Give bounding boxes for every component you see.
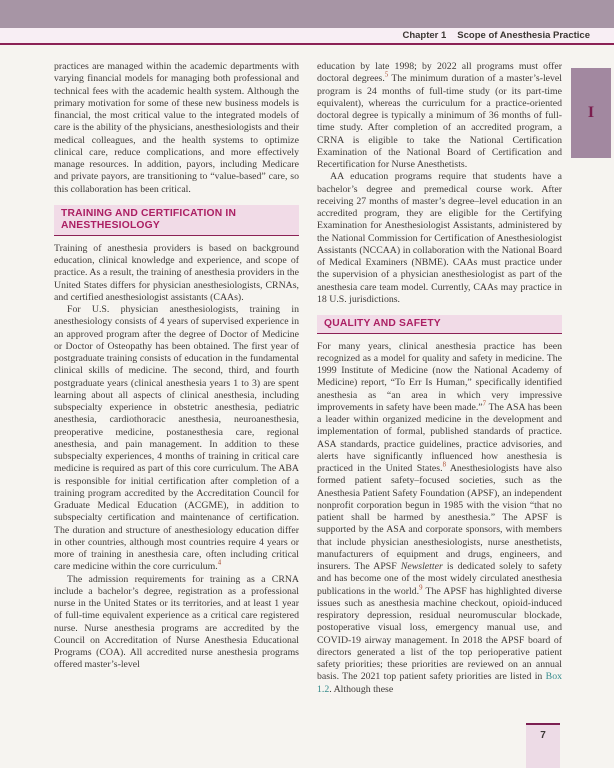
header-rule bbox=[0, 43, 614, 45]
left-column bbox=[54, 61, 299, 672]
section-i-tab-label: I bbox=[587, 104, 595, 121]
section-heading-quality-safety: QUALITY AND SAFETY bbox=[317, 315, 562, 334]
box-1-2-crossref-link[interactable]: Box 1.2 bbox=[317, 671, 562, 695]
paragraph-text: The APSF has highlighted diverse issues such as anesthesia machine checkout, opioid-induced respiratory depression, residual neuromuscular blockade, postoperative visual loss, emergency manual use, and COVID-19 airway management. In 2018 the APSF board of directors generated a list of the top perioperative patient safety priorities; these priorities are reviewed on an annual basis. The 2021 top patient safety priorities are listed in bbox=[317, 585, 562, 683]
paragraph-aa-education: AA education programs require that students have a bachelor’s degree and premedical course work. After receiving 27 months of master’s degree–level education in an accredited program, they are eligible for the Certifying Examination for Anesthesiologist Assistants, administered by the National Commission for Certification of Anesthesiologist Assistants (NCCAA) in collaboration with the National Board of Medical Examiners (NBME). CAAs must practice under the supervision of a physician anesthesiologist as part of the anesthesia care team model. Currently, CAAs may practice in 18 U.S. jurisdictions. bbox=[317, 171, 562, 305]
paragraph-crna-admission: The admission requirements for training as a CRNA include a bachelor’s degree, registration as a professional nurse in the United States or its territories, and at least 1 year of full-time equivalent experience as a critical care registered nurse. Nurse anesthesia programs are accredited by the Council on Accreditation of Nurse Anesthesia Educational Programs (COA). All accredited nurse anesthesia programs offered master’s-level bbox=[54, 573, 299, 671]
reference-link-7[interactable]: 7 bbox=[482, 400, 487, 408]
page-number: 7 bbox=[540, 730, 546, 741]
reference-link-8[interactable]: 8 bbox=[442, 461, 446, 469]
reference-link-5[interactable]: 5 bbox=[384, 71, 389, 79]
reference-link-9[interactable]: 9 bbox=[419, 584, 423, 592]
page-number-box bbox=[526, 723, 560, 768]
chapter-title: Scope of Anesthesia Practice bbox=[457, 30, 590, 41]
right-column bbox=[317, 61, 562, 696]
paragraph-text: The minimum duration of a master’s-level program is 24 months of full-time study (or its part-time equivalent), whereas the curriculum for a practice-oriented doctoral degree is typically a minimum of 36 months of full-time study. After completion of an accredited program, a CRNA is eligible to take the National Certification Examination of the National Board of Certification and Recertification for Nurse Anesthetists. bbox=[317, 73, 562, 170]
paragraph-text: is dedicated solely to safety and has become one of the most widely circulated anesthesia publications in the world. bbox=[317, 561, 562, 597]
paragraph-text: Anesthesiologists have also formed patient safety–focused societies, such as the Anesthesia Patient Safety Foundation (APSF), an independent nonprofit corporation begun in 1985 with the vision “that no patient shall be harmed by anesthesia.” The APSF is supported by the ASA and corporate sponsors, with members that include physician anesthesiologists, nurse anesthetists, manufacturers of equipment and drugs, engineers, and insurers. The APSF bbox=[317, 463, 562, 572]
newsletter-title: Newsletter bbox=[400, 561, 443, 572]
paragraph-physician-training bbox=[54, 304, 299, 574]
paragraph-business-models: practices are managed within the academic departments with varying financial models for managing both professional and technical fees with the academic health system. Although the primary motivation for some of these new business models is financial, the most critical value to the integrated models of care is the ability of the physicians, anesthesiologists and their medical colleagues, and the health systems to optimize clinical care, reduce complications, and more effectively manage resources. In addition, payors, including Medicare and private payors, are transitioning to “value-based” care, so this collaboration has been critical. bbox=[54, 61, 299, 195]
paragraph-text: For U.S. physician anesthesiologists, training in anesthesiology consists of 4 years of supervised experience in an approved program after the degree of Doctor of Medicine or Doctor of Osteopathy has been obtained. The first year of postgraduate training consists of education in the fundamental clinical skills of medicine. The second, third, and fourth postgraduate years (clinical anesthesia years 1 to 3) are spent learning about all aspects of clinical anesthesia, including subspecialty experience in obstetric anesthesia, pediatric anesthesia, cardiothoracic anesthesia, neuroanesthesia, preoperative medicine, postanesthesia care, regional anesthesia, and pain management. In addition to these subspecialty experiences, 4 months of training in critical care medicine is required as part of this core curriculum. The ABA is responsible for initial certification after completion of a training program accredited by the Accreditation Council for Graduate Medical Education (ACGME), in addition to subspecialty certification and maintenance of certification. The duration and structure of anesthesiology education differ in other countries, although most countries require 4 years or more of training in anesthesia care, often including critical care medicine within the core curriculum. bbox=[54, 304, 299, 573]
paragraph-text: . Although these bbox=[329, 683, 394, 695]
section-i-tab bbox=[571, 68, 611, 158]
section-heading-training-certification: TRAINING AND CERTIFICATION IN ANESTHESIOLOGY bbox=[54, 205, 299, 236]
paragraph-text: The ASA has been a leader within organized medicine in the development and implementation of formal, published standards of practice. ASA standards, practice guidelines, practice advisories, and alerts have significantly influenced how anesthesia is practiced in the United States. bbox=[317, 401, 563, 474]
reference-link-4[interactable]: 4 bbox=[217, 559, 222, 567]
running-header bbox=[0, 28, 614, 43]
paragraph-training-providers: Training of anesthesia providers is based on background education, clinical knowledge and experience, and scope of practice. As a result, the training of anesthesia providers in the United States differs for physician anesthesiologists, CRNAs, and certified anesthesiologist assistants (CAAs). bbox=[54, 242, 299, 303]
paragraph-doctoral-degrees bbox=[317, 61, 562, 171]
paragraph-quality-safety bbox=[317, 341, 562, 696]
chapter-label: Chapter 1 bbox=[402, 30, 447, 41]
top-band bbox=[0, 0, 614, 28]
paragraph-text: education by late 1998; by 2022 all programs must offer doctoral degrees. bbox=[317, 61, 562, 85]
paragraph-text: For many years, clinical anesthesia practice has been recognized as a model for quality and safety in medicine. The 1999 Institute of Medicine (now the National Academy of Medicine) report, “To Err Is Human,” specifically identified anesthesia as “an area in which very impressive improvements in safety have been made.” bbox=[317, 340, 562, 413]
